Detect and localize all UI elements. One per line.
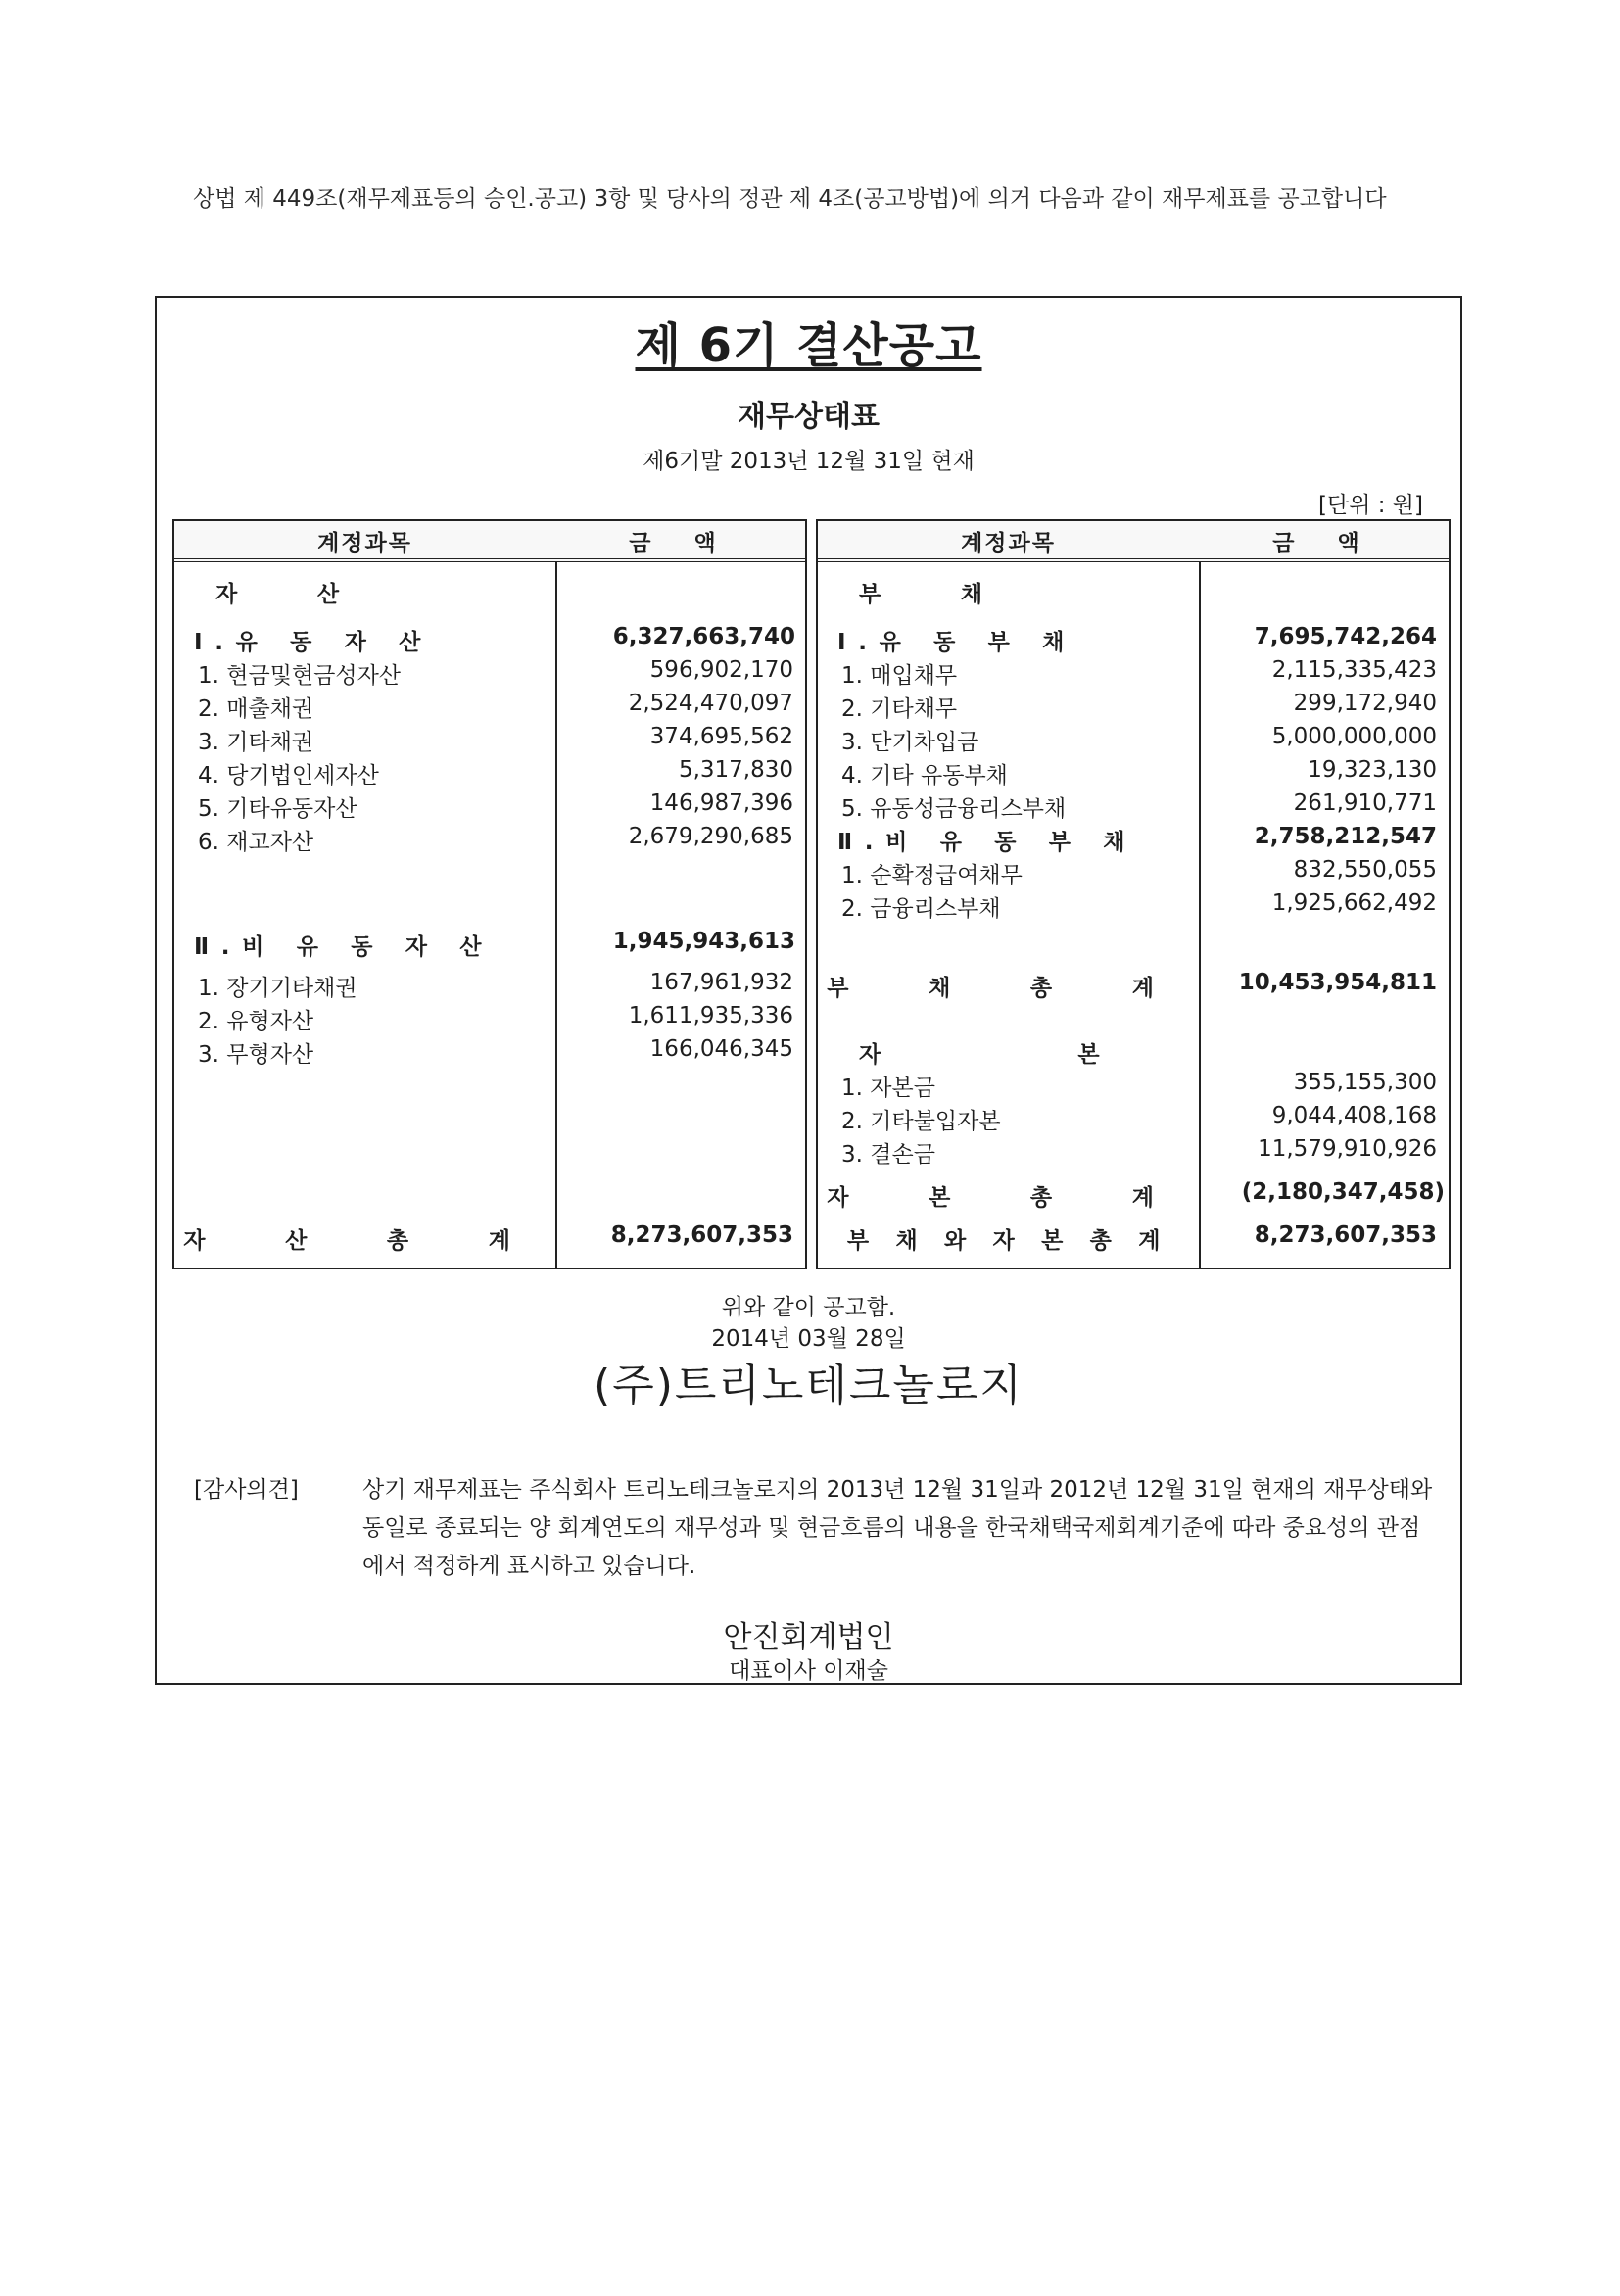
unit-label: [단위 : 원] bbox=[1318, 493, 1423, 518]
table-row bbox=[818, 722, 1449, 755]
total-liabilities-equity-value: 8,273,607,353 bbox=[1254, 1222, 1437, 1248]
liabilities-equity-table bbox=[816, 519, 1451, 1269]
row-value: 261,910,771 bbox=[1293, 790, 1437, 816]
row-value: 166,046,345 bbox=[649, 1036, 793, 1062]
table-row bbox=[174, 1034, 805, 1068]
intro-paragraph: 상법 제 449조(재무제표등의 승인.공고) 3항 및 당사의 정관 제 4조(공고방법)에 의거 다음과 같이 재무제표를 공고합니다 bbox=[193, 186, 1387, 212]
noncurrent-assets-value: 1,945,943,613 bbox=[612, 929, 795, 954]
table-row bbox=[818, 855, 1449, 888]
table-row bbox=[174, 655, 805, 689]
table-row bbox=[818, 888, 1449, 922]
table-row bbox=[818, 655, 1449, 689]
total-liabilities-value: 10,453,954,811 bbox=[1238, 970, 1437, 995]
row-label: 4. 기타 유동부채 bbox=[841, 763, 1008, 789]
audit-representative: 대표이사 이재술 bbox=[729, 1658, 888, 1684]
row-label: 2. 기타불입자본 bbox=[841, 1109, 1001, 1134]
row-value: 11,579,910,926 bbox=[1258, 1136, 1437, 1162]
total-liabilities-equity-label: 부 채 와 자 본 총 계 bbox=[846, 1228, 1170, 1254]
table-row bbox=[174, 1001, 805, 1034]
notice-title: 제 6기 결산공고 bbox=[635, 318, 982, 373]
table-row bbox=[818, 1068, 1449, 1101]
total-row bbox=[174, 1220, 805, 1254]
row-label: 2. 기타채무 bbox=[841, 696, 958, 722]
subtotal-row bbox=[818, 822, 1449, 855]
table-row bbox=[818, 689, 1449, 722]
amount-header: 금 액 bbox=[1272, 531, 1377, 556]
audit-opinion-text: 상기 재무제표는 주식회사 트리노테크놀로지의 2013년 12월 31일과 2012년 12월 31일 현재의 재무상태와 동일로 종료되는 양 회계연도의 재무성과 및 현금흐름의 내용을 한국채택국제회계기준에 따라 중요성의 관점에서 적정하게 표시하고 있습니다. bbox=[362, 1477, 1433, 1579]
notice-frame bbox=[155, 296, 1462, 1685]
row-value: 5,000,000,000 bbox=[1271, 724, 1437, 749]
audit-opinion-tag: [감사의견] bbox=[194, 1477, 299, 1503]
row-value: 355,155,300 bbox=[1293, 1070, 1437, 1095]
company-name: (주)트리노테크놀로지 bbox=[594, 1361, 1024, 1411]
row-value: 832,550,055 bbox=[1293, 857, 1437, 883]
audit-opinion bbox=[194, 1471, 1438, 1586]
row-value: 146,987,396 bbox=[649, 790, 793, 816]
notice-date: 2014년 03월 28일 bbox=[711, 1326, 906, 1352]
account-header: 계정과목 bbox=[317, 531, 412, 556]
table-row bbox=[818, 1101, 1449, 1134]
row-label: 4. 당기법인세자산 bbox=[198, 763, 379, 789]
noncurrent-assets-label: Ⅱ.비 유 동 자 산 bbox=[194, 934, 495, 960]
row-label: 3. 결손금 bbox=[841, 1142, 935, 1168]
noncurrent-liabilities-label: Ⅱ.비 유 동 부 채 bbox=[837, 830, 1138, 855]
row-value: 167,961,932 bbox=[649, 970, 793, 995]
total-liabilities-label: 부 채 총 계 bbox=[827, 976, 1190, 1001]
table-row bbox=[174, 755, 805, 789]
table-row bbox=[818, 755, 1449, 789]
table-row bbox=[818, 1134, 1449, 1168]
table-row bbox=[818, 789, 1449, 822]
total-equity-value: (2,180,347,458) bbox=[1241, 1179, 1445, 1205]
row-value: 9,044,408,168 bbox=[1271, 1103, 1437, 1128]
closing-statement: 위와 같이 공고함. bbox=[721, 1295, 896, 1320]
row-value: 19,323,130 bbox=[1308, 757, 1437, 783]
row-value: 5,317,830 bbox=[678, 757, 793, 783]
table-header bbox=[174, 521, 805, 562]
account-header: 계정과목 bbox=[961, 531, 1056, 556]
section-row bbox=[818, 574, 1449, 607]
row-label: 5. 유동성금융리스부채 bbox=[841, 796, 1067, 822]
subtotal-row bbox=[174, 927, 805, 960]
table-row bbox=[174, 689, 805, 722]
subtotal-row bbox=[818, 622, 1449, 655]
row-label: 1. 순확정급여채무 bbox=[841, 863, 1023, 888]
row-value: 2,524,470,097 bbox=[628, 691, 793, 716]
current-assets-label: Ⅰ.유 동 자 산 bbox=[194, 630, 434, 655]
row-value: 2,679,290,685 bbox=[628, 824, 793, 849]
assets-table bbox=[172, 519, 807, 1269]
total-equity-label: 자 본 총 계 bbox=[827, 1185, 1190, 1211]
total-assets-label: 자 산 총 계 bbox=[183, 1228, 547, 1254]
equity-section-label: 자 본 bbox=[859, 1042, 1195, 1068]
audit-firm: 안진회계법인 bbox=[723, 1620, 894, 1654]
amount-header: 금 액 bbox=[629, 531, 734, 556]
subtotal-row bbox=[174, 622, 805, 655]
table-row bbox=[174, 789, 805, 822]
total-row bbox=[818, 968, 1449, 1001]
row-label: 3. 무형자산 bbox=[198, 1042, 314, 1068]
current-liabilities-label: Ⅰ.유 동 부 채 bbox=[837, 630, 1077, 655]
section-row bbox=[174, 574, 805, 607]
assets-section-label: 자 산 bbox=[215, 582, 375, 607]
row-label: 5. 기타유동자산 bbox=[198, 796, 357, 822]
total-assets-value: 8,273,607,353 bbox=[610, 1222, 793, 1248]
row-value: 2,115,335,423 bbox=[1271, 657, 1437, 683]
as-of-date: 제6기말 2013년 12월 31일 현재 bbox=[643, 449, 975, 474]
section-row bbox=[818, 1034, 1449, 1068]
row-label: 2. 매출채권 bbox=[198, 696, 314, 722]
row-label: 1. 자본금 bbox=[841, 1076, 935, 1101]
row-label: 2. 유형자산 bbox=[198, 1009, 314, 1034]
row-value: 299,172,940 bbox=[1293, 691, 1437, 716]
row-label: 3. 단기차입금 bbox=[841, 730, 979, 755]
row-label: 1. 매입채무 bbox=[841, 663, 958, 689]
row-label: 1. 현금및현금성자산 bbox=[198, 663, 401, 689]
row-label: 2. 금융리스부채 bbox=[841, 896, 1001, 922]
table-row bbox=[174, 822, 805, 855]
table-row bbox=[174, 968, 805, 1001]
table-row bbox=[174, 722, 805, 755]
noncurrent-liabilities-value: 2,758,212,547 bbox=[1254, 824, 1437, 849]
table-header bbox=[818, 521, 1449, 562]
row-label: 1. 장기기타채권 bbox=[198, 976, 357, 1001]
row-value: 1,925,662,492 bbox=[1271, 890, 1437, 916]
statement-title: 재무상태표 bbox=[738, 400, 880, 434]
total-row bbox=[818, 1220, 1449, 1254]
total-row bbox=[818, 1177, 1449, 1211]
row-value: 374,695,562 bbox=[649, 724, 793, 749]
liabilities-section-label: 부 채 bbox=[859, 582, 1019, 607]
row-value: 1,611,935,336 bbox=[628, 1003, 793, 1028]
current-assets-value: 6,327,663,740 bbox=[612, 624, 795, 649]
row-value: 596,902,170 bbox=[649, 657, 793, 683]
current-liabilities-value: 7,695,742,264 bbox=[1254, 624, 1437, 649]
row-label: 3. 기타채권 bbox=[198, 730, 314, 755]
row-label: 6. 재고자산 bbox=[198, 830, 314, 855]
